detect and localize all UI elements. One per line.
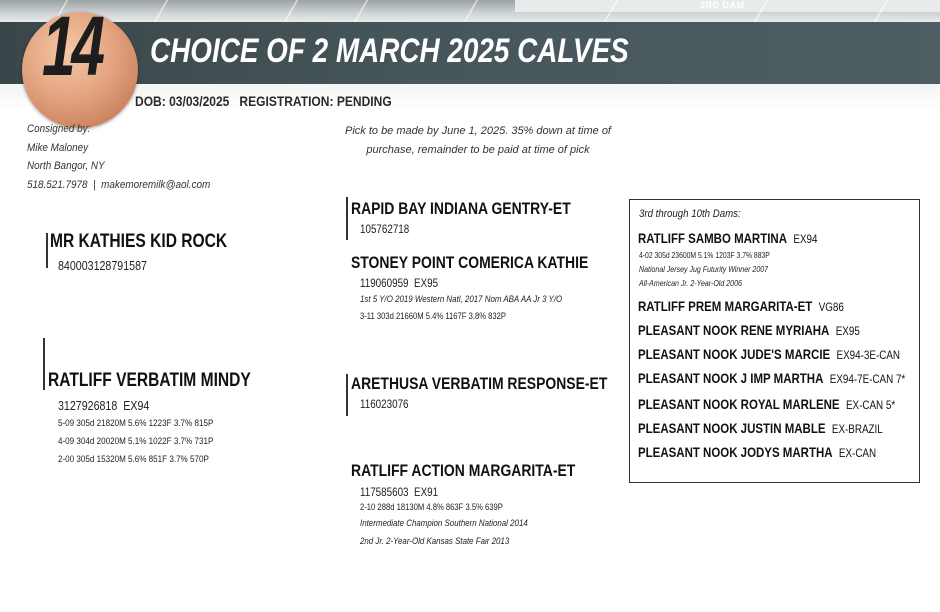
dam-dam-reg: 117585603 <box>360 485 409 499</box>
dam-entry-class: EX-CAN 5* <box>845 398 896 412</box>
dam-dam-name: RATLIFF ACTION MARGARITA-ET <box>351 461 576 480</box>
dam-sire-reg: 116023076 <box>360 397 409 411</box>
consigned-by-label: Consigned by: <box>27 123 91 135</box>
dam-entry-name: RATLIFF PREM MARGARITA-ET <box>638 298 813 314</box>
lot-number: 14 <box>42 0 101 93</box>
dam-entry-name: PLEASANT NOOK ROYAL MARLENE <box>638 396 840 412</box>
dam-entry-name: PLEASANT NOOK JUSTIN MABLE <box>638 420 826 436</box>
sire-dam-reg: 119060959 <box>360 276 409 290</box>
dam-entry-name: PLEASANT NOOK JODYS MARTHA <box>638 444 833 460</box>
sire-dam-reg-line <box>360 276 438 290</box>
dob-registration-line: DOB: 03/03/2025 REGISTRATION: PENDING <box>135 93 392 109</box>
consignor-contact: 518.521.7978 | makemoremilk@aol.com <box>27 179 211 191</box>
dam-dam-reg-line <box>360 485 438 499</box>
dam-dam-class: EX91 <box>414 485 439 499</box>
dam-entry-class: EX94 <box>793 232 818 246</box>
sire-name: MR KATHIES KID ROCK <box>50 231 228 252</box>
sire-reg: 840003128791587 <box>58 258 147 273</box>
dam-entry-class: EX94-3E-CAN <box>836 348 901 362</box>
dam-entry-name: PLEASANT NOOK RENE MYRIAHA <box>638 322 830 338</box>
dam-entry <box>638 322 860 338</box>
dam-dam-note: Intermediate Champion Southern National 2014 <box>360 518 528 528</box>
dam-entry-name: RATLIFF SAMBO MARTINA <box>638 230 788 246</box>
dam-sire-bracket <box>346 374 348 416</box>
sire-dam-class: EX95 <box>414 276 439 290</box>
dam-entry-name: PLEASANT NOOK JUDE'S MARCIE <box>638 346 831 362</box>
lot-title: CHOICE OF 2 MARCH 2025 CALVES <box>150 32 629 70</box>
sire-dam-name: STONEY POINT COMERICA KATHIE <box>351 253 589 272</box>
sire-dam-note: 1st 5 Y/O 2019 Western Natl, 2017 Nom ABA AA Jr 3 Y/O <box>360 294 563 304</box>
dam-reg: 3127926818 <box>58 398 118 413</box>
dams-box-heading: 3rd through 10th Dams: <box>639 208 741 220</box>
dam-dam-note: 2nd Jr. 2-Year-Old Kansas State Fair 2013 <box>360 536 510 546</box>
dam-entry-class: VG86 <box>818 300 844 314</box>
dam-entry <box>638 444 876 460</box>
dam-entry-record: 4-02 305d 23600M 5.1% 1203F 3.7% 883P <box>639 251 770 260</box>
dam-entry <box>638 370 905 386</box>
sire-sire-name: RAPID BAY INDIANA GENTRY-ET <box>351 199 571 218</box>
dam-entry <box>638 346 900 362</box>
dam-entry <box>638 396 895 412</box>
consignor-name: Mike Maloney <box>27 142 89 154</box>
sale-terms: Pick to be made by June 1, 2025. 35% down at time of purchase, remainder to be paid at time of pick <box>345 125 611 156</box>
dam-name: RATLIFF VERBATIM MINDY <box>48 370 251 391</box>
sire-dam-record: 3-11 303d 21660M 5.4% 1167F 3.8% 832P <box>360 311 507 321</box>
sire-sire-reg: 105762718 <box>360 222 410 236</box>
dam-entry <box>638 298 844 314</box>
sire-sire-bracket <box>346 197 348 240</box>
dam-bracket <box>43 338 45 390</box>
dam-sire-name: ARETHUSA VERBATIM RESPONSE-ET <box>351 374 608 393</box>
dam-entry-class: EX95 <box>835 324 860 338</box>
dam-dam-record: 2-10 288d 18130M 4.8% 863F 3.5% 639P <box>360 502 503 512</box>
header-tag: 3RD DAM <box>700 0 745 10</box>
dam-entry <box>638 230 817 246</box>
dams-box <box>629 199 920 483</box>
dam-entry-name: PLEASANT NOOK J IMP MARTHA <box>638 370 824 386</box>
sire-bracket <box>46 233 48 268</box>
dam-entry-class: EX-BRAZIL <box>831 422 883 436</box>
dam-entry-note: National Jersey Jug Futurity Winner 2007 <box>639 265 769 274</box>
dam-record: 5-09 305d 21820M 5.6% 1223F 3.7% 815P <box>58 418 214 429</box>
dam-entry-note: All-American Jr. 2-Year-Old 2006 <box>639 279 742 288</box>
dam-record: 4-09 304d 20020M 5.1% 1022F 3.7% 731P <box>58 436 214 447</box>
dam-entry <box>638 420 883 436</box>
dam-class: EX94 <box>123 398 150 413</box>
dam-reg-line <box>58 398 149 413</box>
dam-entry-class: EX-CAN <box>838 446 877 460</box>
dam-record: 2-00 305d 15320M 5.6% 851F 3.7% 570P <box>58 454 209 465</box>
consignor-location: North Bangor, NY <box>27 160 105 172</box>
dam-entry-class: EX94-7E-CAN 7* <box>829 372 906 386</box>
